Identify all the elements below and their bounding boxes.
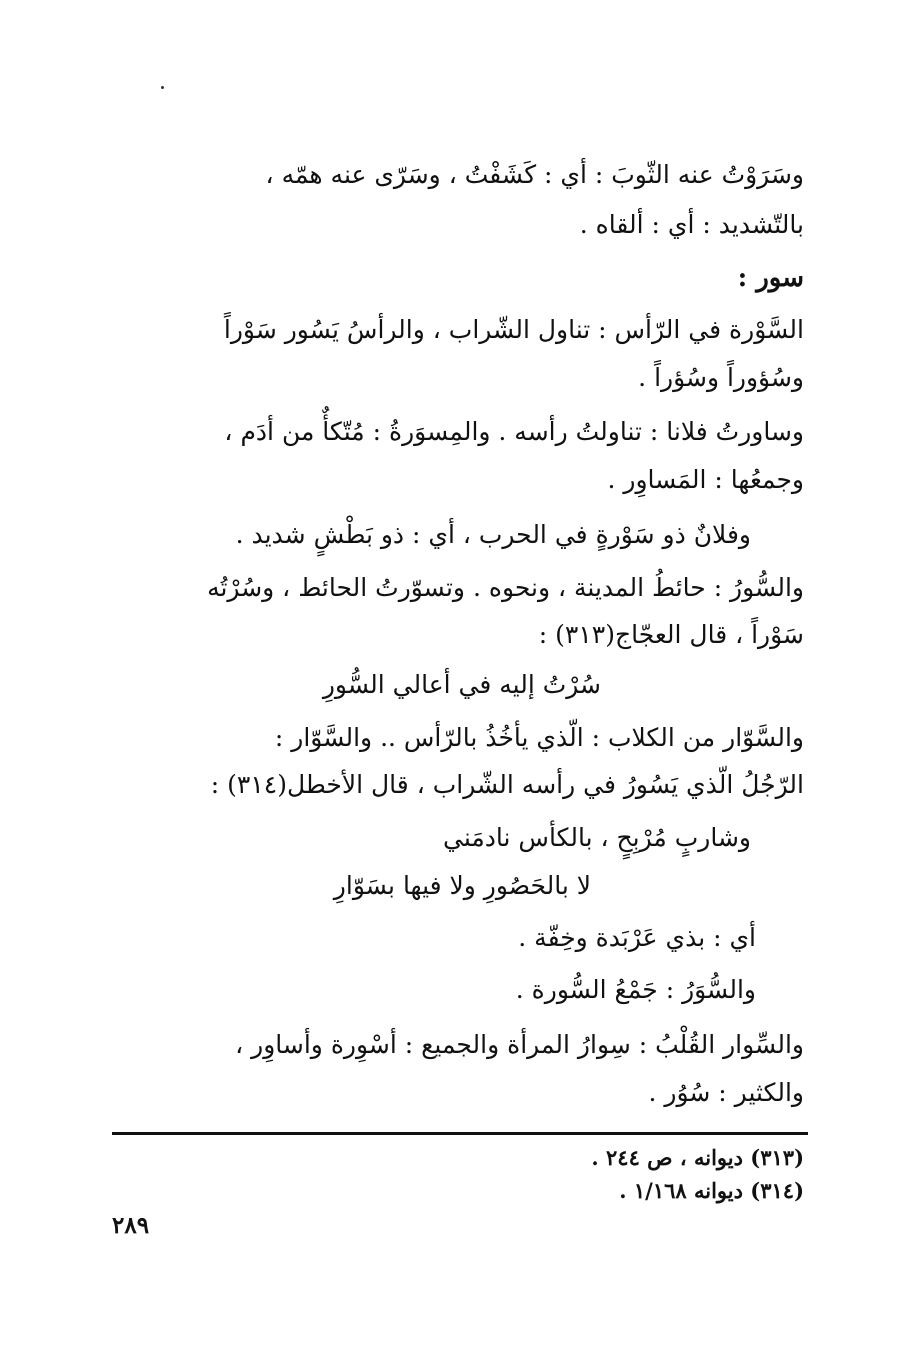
text-line: وجمعُها : المَساوِر . — [607, 465, 804, 494]
text-line: وسَرَوْتُ عنه الثّوبَ : أي : كَشَفْتُ ، وسَرّى عنه همّه ، — [265, 160, 804, 189]
verse-line: وشاربٍ مُرْبِحٍ ، بالكأس نادمَني — [443, 823, 751, 852]
verse-line: لا بالحَصُورِ ولا فيها بسَوّارِ — [333, 871, 591, 900]
text-line: أي : بذي عَرْبَدة وخِفّة . — [518, 923, 756, 952]
verse-line: سُرْتُ إليه في أعالي السُّورِ — [322, 670, 601, 699]
footnote: (٣١٤) ديوانه ١/١٦٨ . — [619, 1178, 804, 1203]
text-line: السَّوْرة في الرّأس : تناول الشّراب ، والرأسُ يَسُور سَوْراً — [223, 315, 804, 344]
text-line: وفلانٌ ذو سَوْرةٍ في الحرب ، أي : ذو بَطْشٍ شديد . — [235, 520, 751, 549]
text-line: والسُّورُ : حائطُ المدينة ، ونحوه . وتسوّرتُ الحائط ، وسُرْتُه — [207, 573, 804, 602]
text-line: والسِّوار القُلْبُ : سِوارُ المرأة والجميع : أسْوِرة وأساوِر ، — [235, 1030, 804, 1059]
footnote-rule — [112, 1132, 808, 1135]
text-line: وساورتُ فلانا : تناولتُ رأسه . والمِسوَرةُ : مُتّكأٌ من أدَم ، — [224, 417, 804, 446]
page-number: ٢٨٩ — [112, 1212, 150, 1239]
text-line: والسُّوَرُ : جَمْعُ السُّورة . — [515, 975, 756, 1004]
text-line: الرّجُلُ الّذي يَسُورُ في رأسه الشّراب ، قال الأخطل(٣١٤) : — [210, 770, 804, 799]
text-line: والسَّوّار من الكلاب : الّذي يأخُذُ بالرّأس .. والسَّوّار : — [274, 723, 804, 752]
text-line: سَوْراً ، قال العجّاج(٣١٣) : — [538, 620, 804, 649]
footnote: (٣١٣) ديوانه ، ص ٢٤٤ . — [591, 1145, 804, 1170]
text-line: وسُؤوراً وسُؤراً . — [638, 363, 804, 392]
speck-mark — [161, 86, 164, 89]
entry-heading: سور : — [737, 263, 804, 293]
text-line: والكثير : سُوُر . — [648, 1078, 804, 1107]
text-line: بالتّشديد : أي : ألقاه . — [579, 210, 804, 239]
